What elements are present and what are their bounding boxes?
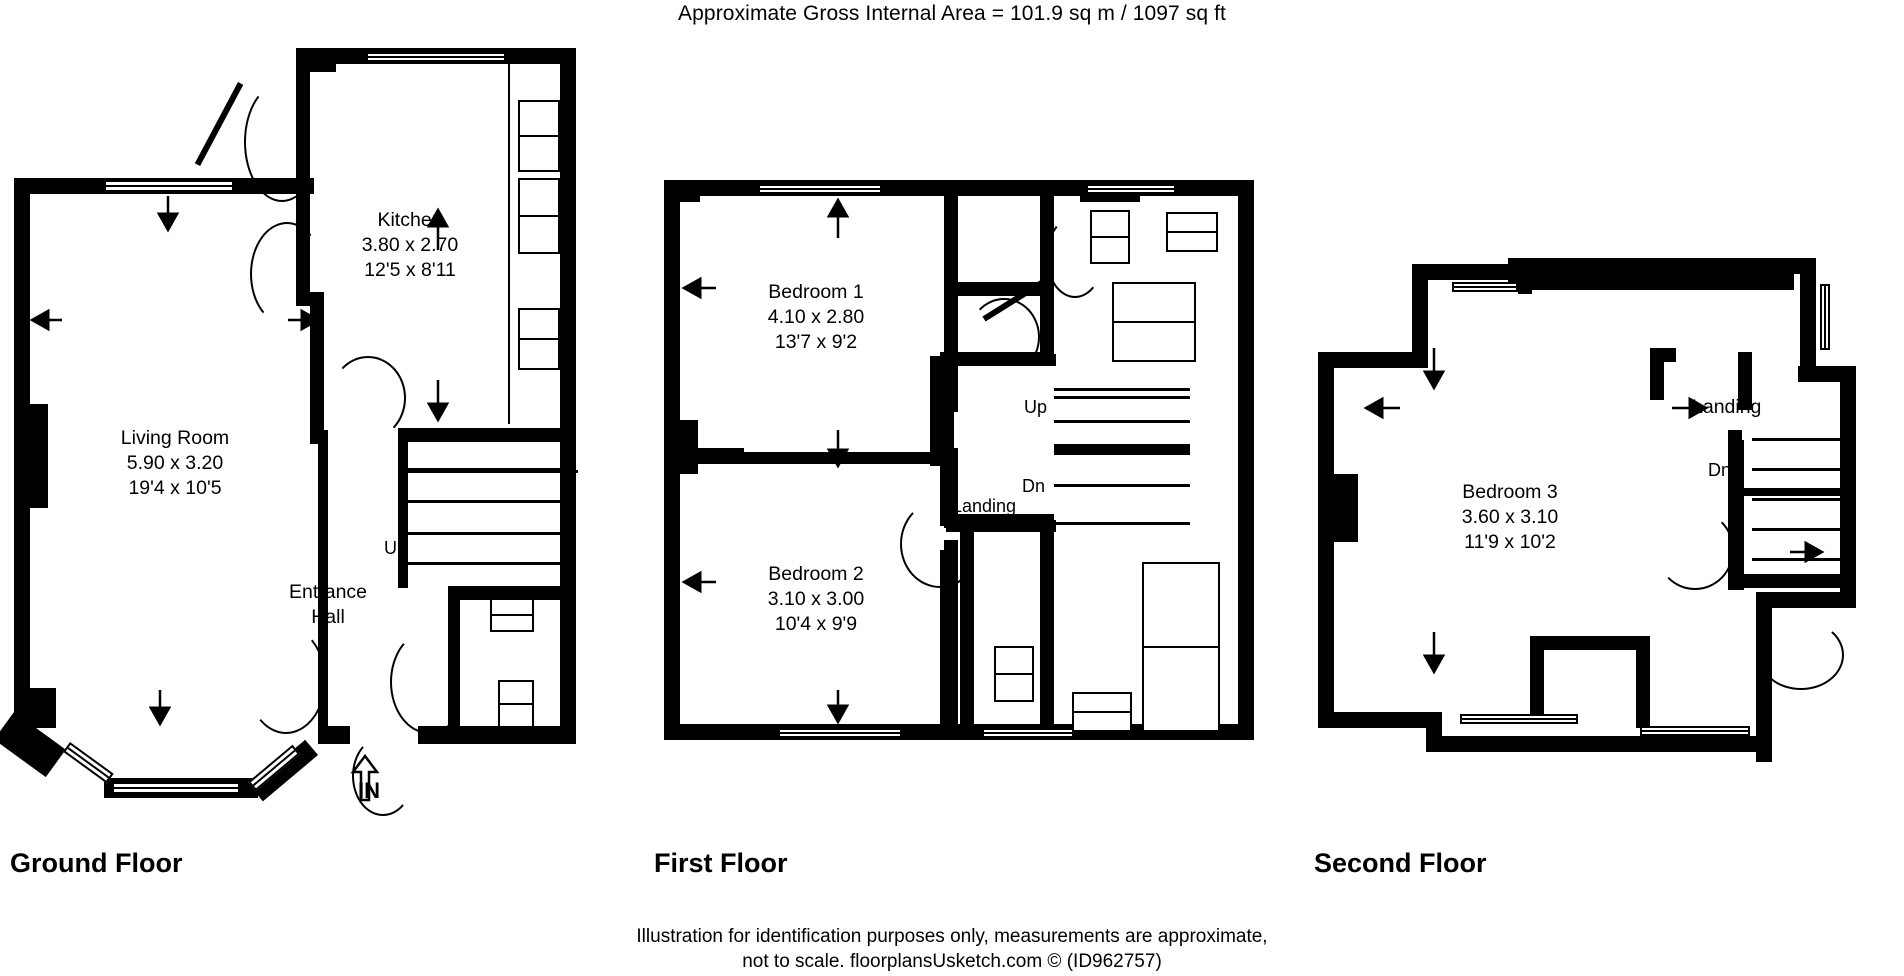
stair-tread: [1054, 420, 1190, 423]
wall: [664, 180, 700, 202]
wc-toilet: [498, 680, 534, 728]
bath-fitting: [1142, 562, 1220, 732]
room-name: Bedroom 1: [768, 281, 864, 303]
stair-tread: [1752, 558, 1840, 561]
door-arc: [246, 626, 326, 734]
stair-tread: [398, 562, 574, 565]
footer-line-1: Illustration for identification purposes only, measurements are approximate,: [636, 926, 1268, 947]
front-door-arc: [352, 736, 414, 816]
stair-direction-dn-second: Dn: [1708, 460, 1732, 480]
window: [366, 52, 506, 62]
window: [1460, 714, 1578, 724]
shower-tray: [1112, 282, 1196, 362]
room-name: Bedroom 3: [1462, 481, 1558, 503]
stair-tread: [1054, 522, 1190, 525]
wall: [1530, 636, 1650, 650]
basin-fitting: [1166, 212, 1218, 252]
stair-tread: [398, 532, 574, 535]
room-dim-metric: 3.80 x 2.70: [361, 234, 459, 256]
stair-tread: [1752, 468, 1840, 471]
footer-line-2: not to scale. floorplansUsketch.com © (ID962757): [742, 951, 1162, 972]
room-label-living-room: [70, 426, 280, 501]
wall: [14, 404, 48, 508]
wall: [1040, 520, 1054, 726]
room-label-bedroom-1: [716, 280, 916, 355]
gross-internal-area-text: Approximate Gross Internal Area = 101.9 sq m / 1097 sq ft: [678, 2, 1226, 25]
door-arc: [244, 82, 320, 202]
room-label-landing-first: Landing: [952, 496, 1017, 516]
room-name-second-line: Hall: [311, 606, 345, 628]
window: [104, 180, 234, 192]
floor-title-ground: Ground Floor: [10, 848, 183, 878]
room-dim-metric: 5.90 x 3.20: [126, 452, 224, 474]
wall: [1318, 712, 1438, 728]
wall: [310, 292, 324, 444]
wall: [1730, 574, 1840, 588]
kitchen-sink: [518, 178, 560, 254]
wall: [1800, 258, 1816, 378]
stair-tread: [1054, 396, 1190, 399]
door-arc: [330, 356, 406, 440]
stair-tread: [1752, 438, 1840, 441]
wall: [944, 196, 958, 296]
room-label-entrance-hall: [248, 580, 408, 630]
room-dim-imperial: 19'4 x 10'5: [128, 477, 222, 499]
wall: [1040, 296, 1054, 356]
window: [982, 728, 1074, 738]
room-dim-imperial: 12'5 x 8'11: [364, 259, 456, 281]
wall: [678, 452, 948, 464]
room-dim-metric: 3.10 x 3.00: [767, 588, 865, 610]
stair-tread: [1752, 528, 1840, 531]
window: [63, 742, 114, 783]
room-dim-metric: 4.10 x 2.80: [767, 306, 865, 328]
wall: [936, 356, 952, 462]
stair-tread: [1054, 388, 1190, 391]
stair-tread: [1054, 484, 1190, 487]
window: [758, 184, 882, 194]
window: [1640, 726, 1750, 736]
footer-note: [0, 924, 1904, 974]
wall: [1636, 636, 1650, 728]
stair-rail: [400, 470, 578, 473]
basin-fitting: [1072, 692, 1132, 732]
kitchen-unit: [518, 100, 560, 172]
stair-direction-up-first: Up: [1024, 397, 1048, 417]
wall: [560, 48, 576, 738]
floor-title-first: First Floor: [654, 848, 788, 878]
stair-wall: [1054, 444, 1190, 454]
room-name: Living Room: [120, 427, 230, 449]
window: [1086, 184, 1176, 194]
window: [1820, 284, 1830, 350]
room-label-kitchen: [310, 208, 510, 283]
room-name: Kitchen: [377, 209, 443, 231]
wall: [1426, 736, 1766, 752]
window: [1452, 282, 1518, 292]
stair-wall: [1744, 488, 1844, 496]
wall: [1840, 366, 1856, 606]
door-leaf: [195, 82, 243, 166]
room-label-bedroom-2: [716, 562, 916, 637]
room-dim-imperial: 11'9 x 10'2: [1464, 531, 1556, 553]
wc-basin: [490, 598, 534, 632]
entry-label-in: IN: [358, 778, 380, 803]
wall: [664, 420, 698, 474]
door-arc: [1046, 216, 1104, 298]
room-dim-imperial: 13'7 x 9'2: [774, 331, 858, 353]
wall: [1518, 258, 1532, 294]
window: [778, 728, 902, 738]
wall: [1522, 264, 1794, 290]
toilet-fitting: [994, 646, 1034, 702]
stair-tread: [398, 434, 574, 437]
wall: [1238, 180, 1254, 740]
floor-title-second: Second Floor: [1314, 848, 1487, 878]
wall: [318, 726, 350, 744]
door-arc: [390, 630, 468, 734]
stair-tread: [398, 500, 574, 503]
room-label-bedroom-3: [1400, 480, 1620, 555]
wall: [1412, 264, 1522, 280]
room-dim-imperial: 10'4 x 9'9: [774, 613, 858, 635]
stair-direction-up-ground: Up: [384, 538, 408, 558]
wall: [1650, 348, 1676, 362]
wall: [1318, 474, 1358, 542]
stair-direction-dn-first: Dn: [1022, 476, 1046, 496]
room-name: Bedroom 2: [768, 563, 864, 585]
room-label-landing-second: Landing: [1692, 396, 1762, 418]
kitchen-hob: [518, 308, 560, 370]
room-dim-metric: 3.60 x 3.10: [1461, 506, 1559, 528]
window: [112, 782, 240, 794]
room-name: Entrance: [288, 581, 368, 603]
stair-tread: [1752, 498, 1840, 501]
door-arc: [1758, 620, 1844, 690]
door-arc: [1656, 510, 1734, 590]
